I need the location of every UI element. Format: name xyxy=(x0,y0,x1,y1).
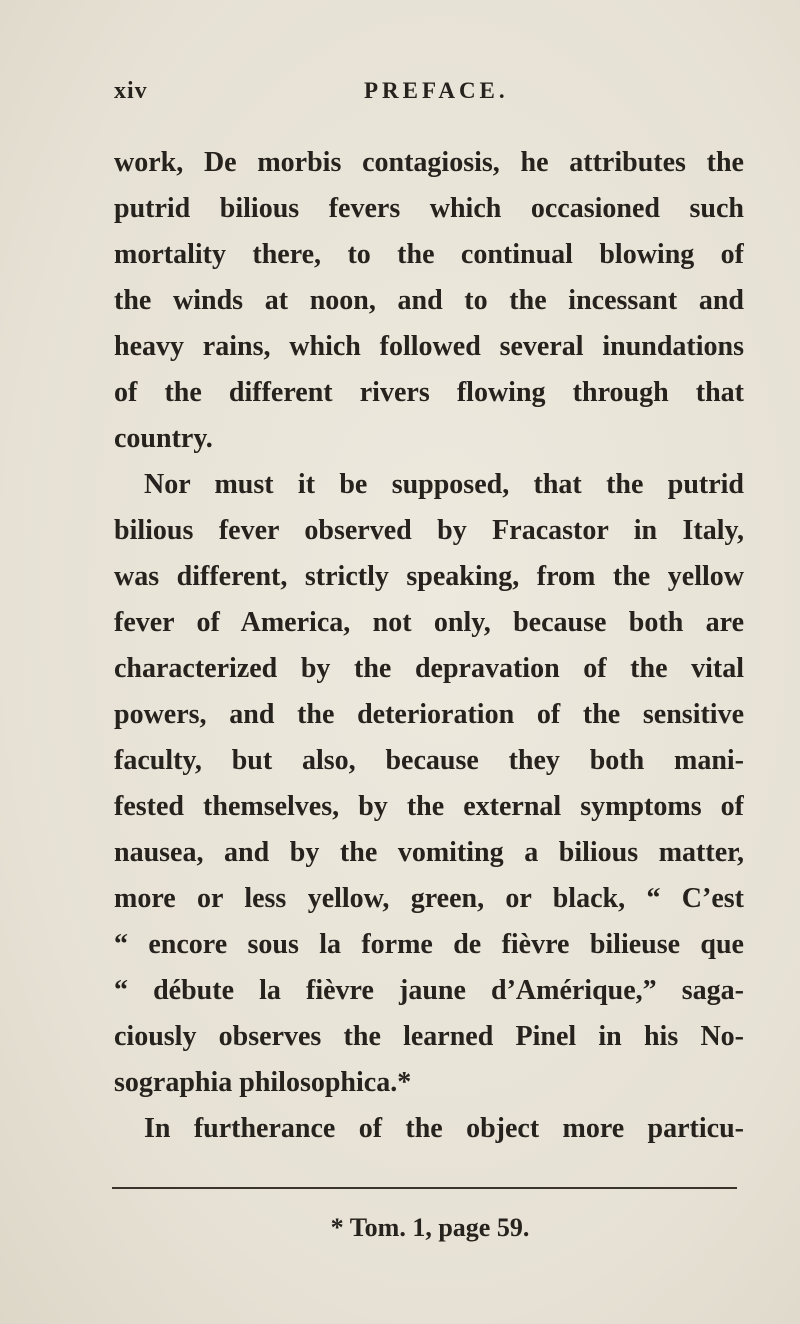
text-line: “ encore sous la forme de fièvre bilieuse que xyxy=(114,929,744,960)
text-line: country. xyxy=(114,423,213,454)
text-line: more or less yellow, green, or black, “ C’est xyxy=(114,883,744,914)
text-line: heavy rains, which followed several inundations xyxy=(114,331,744,362)
text-line: of the different rivers flowing through that xyxy=(114,377,744,408)
text-line: bilious fever observed by Fracastor in Italy, xyxy=(114,515,744,546)
running-head: PREFACE. xyxy=(364,78,509,103)
text-line: characterized by the depravation of the vital xyxy=(114,653,744,684)
text-line: “ débute la fièvre jaune d’Amérique,” saga- xyxy=(114,975,744,1006)
text-line: Nor must it be supposed, that the putrid xyxy=(144,469,744,500)
text-line: the winds at noon, and to the incessant and xyxy=(114,285,744,316)
text-line: faculty, but also, because they both mani- xyxy=(114,745,744,776)
page-number: xiv xyxy=(114,78,148,104)
text-line: work, De morbis contagiosis, he attributes the xyxy=(114,147,744,178)
page-header xyxy=(114,78,734,118)
text-line: fested themselves, by the external symptoms of xyxy=(114,791,744,822)
text-line: sographia philosophica.* xyxy=(114,1067,412,1098)
footnote-rule xyxy=(112,1187,737,1189)
text-line: In furtherance of the object more particu- xyxy=(144,1113,744,1144)
footnote: * Tom. 1, page 59. xyxy=(330,1213,530,1242)
text-line: ciously observes the learned Pinel in his No- xyxy=(114,1021,744,1052)
text-line: fever of America, not only, because both are xyxy=(114,607,744,638)
text-line: mortality there, to the continual blowing of xyxy=(114,239,744,270)
text-line: nausea, and by the vomiting a bilious matter, xyxy=(114,837,744,868)
text-line: powers, and the deterioration of the sensitive xyxy=(114,699,744,730)
body-text xyxy=(114,140,744,1152)
text-line: was different, strictly speaking, from the yellow xyxy=(114,561,744,592)
text-line: putrid bilious fevers which occasioned such xyxy=(114,193,744,224)
